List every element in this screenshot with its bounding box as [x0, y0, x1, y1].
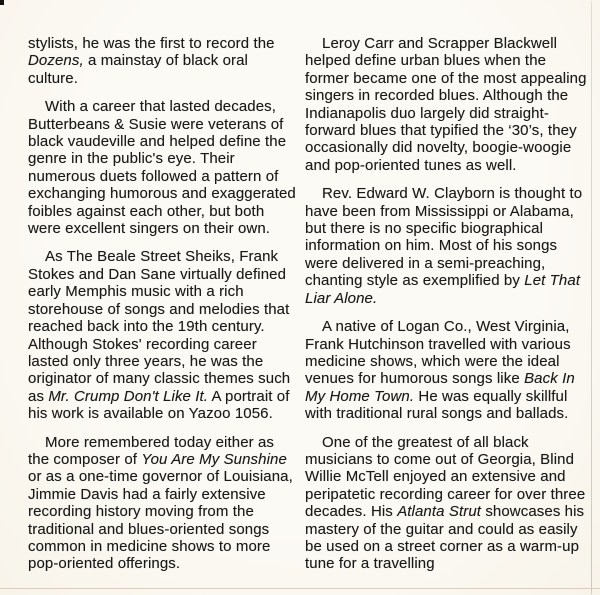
paragraph: [305, 185, 587, 307]
text-segment: He was equally skillful with traditional rural songs and ballads.: [305, 387, 569, 423]
paragraph: [28, 35, 296, 87]
song-title-italic-segment: Back In My Home Town.: [305, 370, 575, 405]
page-edge-line-right: [591, 0, 592, 595]
page-edge-line-bottom: [0, 588, 600, 589]
text-segment: A portrait of his work is available on Yazoo 1056.: [28, 387, 290, 423]
text-segment: A native of Logan Co., West Virginia, Frank Hutchinson travelled with various medicine shows, which were the ideal venues for humorous songs like: [305, 318, 571, 388]
paragraph: [28, 434, 296, 573]
song-title-italic-segment: Atlanta Strut: [397, 503, 482, 521]
song-title-italic-segment: Let That Liar Alone.: [305, 272, 581, 307]
text-segment: Rev. Edward W. Clayborn is thought to have been from Mississippi or Alabama, but there is no specific biographical information on him. Most of his songs were delivered in a semi-preaching, chanting style as exemplified by: [305, 185, 583, 290]
text-segment: One of the greatest of all black musicians to come out of Georgia, Blind Willie McTell enjoyed an extensive and peripatetic recording career for over three decades. His: [305, 433, 586, 521]
text-segment: showcases his mastery of the guitar and could as easily be used on a street corner as a warm-up tune for a travelling: [305, 503, 585, 573]
columns: [28, 35, 587, 584]
text-segment: a mainstay of black oral culture.: [28, 52, 248, 87]
scan-artifact-corner-mark: [0, 0, 4, 5]
song-title-italic-segment: Mr. Crump Don't Like It.: [48, 387, 209, 405]
text-segment: or as a one-time governor of Louisiana, Jimmie Davis had a fairly extensive recording history moving from the traditional and blues-oriented songs common in medicine shows to more pop-oriented offerings.: [28, 468, 293, 573]
paragraph: [28, 98, 296, 237]
column-right: [305, 35, 587, 584]
song-title-italic-segment: Dozens,: [28, 52, 84, 70]
text-segment: stylists, he was the first to record the: [28, 35, 275, 52]
text-segment: As The Beale Street Sheiks, Frank Stokes and Dan Sane virtually defined early Memphis music with a rich storehouse of songs and melodies that reached back into the 19th century. Although Stokes' recording career lasted only three years, he was the originator of many classic themes such as: [28, 248, 291, 405]
paragraph: [28, 248, 296, 422]
column-left: [28, 35, 296, 584]
text-segment: Leroy Carr and Scrapper Blackwell helped define urban blues when the former became one of the most appealing singers in recorded blues. Although the Indianapolis duo largely did straight-forward blues that typified the ‘30’s, they occasionally did novelty, boogie-woogie and pop-oriented tunes as well.: [305, 35, 587, 174]
text-segment: With a career that lasted decades, Butterbeans & Susie were veterans of black vaudeville and helped define the genre in the public's eye. Their numerous duets followed a pattern of exchanging humorous and exaggerated foibles against each other, but both were excellent singers on their own.: [28, 98, 296, 238]
paragraph: [305, 35, 587, 174]
paragraph: [305, 434, 587, 573]
paragraph: [305, 318, 587, 422]
song-title-italic-segment: You Are My Sunshine: [141, 450, 287, 468]
text-segment: More remembered today either as the composer of: [28, 433, 275, 468]
